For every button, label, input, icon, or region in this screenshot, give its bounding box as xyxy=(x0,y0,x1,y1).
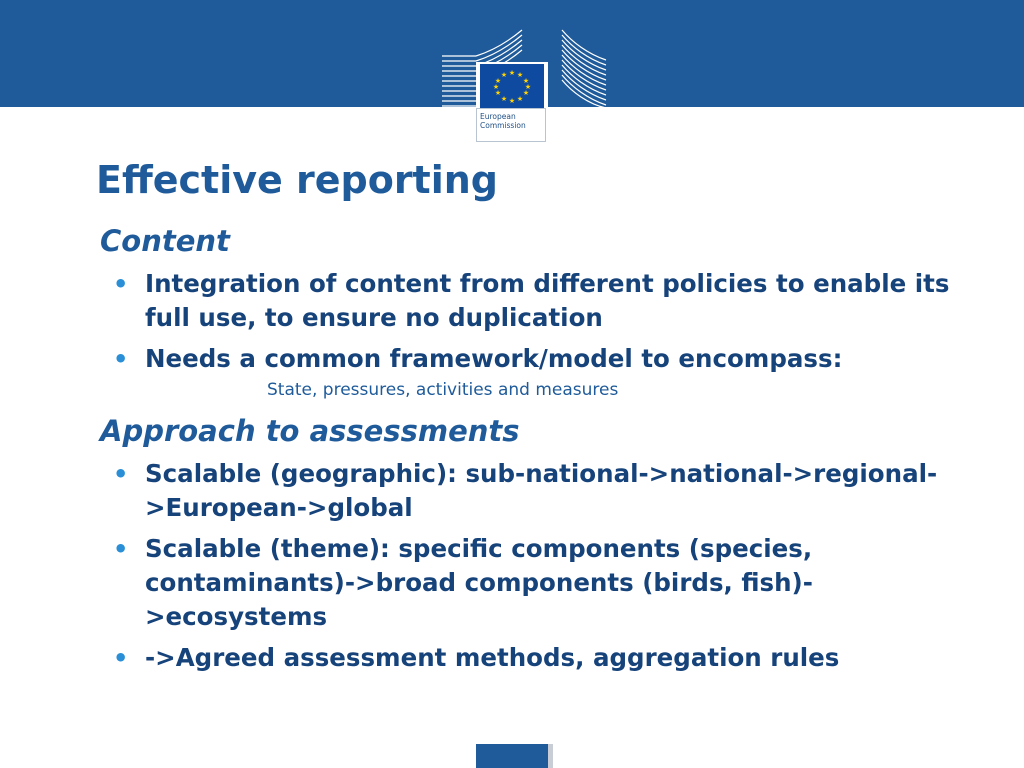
svg-text:★: ★ xyxy=(492,83,500,91)
svg-text:★: ★ xyxy=(500,71,508,79)
svg-text:★: ★ xyxy=(524,83,532,91)
bullet-item: • Scalable (theme): specific components (species, contaminants)->broad components (birds, fish)->ecosystems xyxy=(100,532,965,634)
bullet-item: • Integration of content from different policies to enable its full use, to ensure no duplication xyxy=(100,267,965,335)
logo-label-line2: Commission xyxy=(480,121,526,130)
footer-flag xyxy=(476,744,548,768)
svg-text:★: ★ xyxy=(494,77,502,85)
svg-text:★: ★ xyxy=(522,89,530,97)
bullet-item: • Scalable (geographic): sub-national->national->regional->European->global xyxy=(100,457,965,525)
logo-label-line1: European xyxy=(480,112,516,121)
svg-text:★: ★ xyxy=(516,95,524,103)
logo-wordmark xyxy=(476,108,546,142)
section-approach xyxy=(100,412,1000,675)
sub-note: State, pressures, activities and measures xyxy=(267,380,619,400)
svg-text:★: ★ xyxy=(522,77,530,85)
svg-text:★: ★ xyxy=(516,71,524,79)
section-heading: Approach to assessments xyxy=(100,414,520,448)
slide-title: Effective reporting xyxy=(96,158,499,202)
svg-text:★: ★ xyxy=(508,69,516,77)
slide-body xyxy=(100,222,1000,675)
svg-text:★: ★ xyxy=(508,97,516,105)
bullet-list xyxy=(100,267,1000,376)
svg-text:★: ★ xyxy=(500,95,508,103)
bullet-list xyxy=(100,457,1000,675)
section-content xyxy=(100,222,1000,402)
bullet-item: • ->Agreed assessment methods, aggregation rules xyxy=(100,641,965,675)
bullet-item: • Needs a common framework/model to encompass: xyxy=(100,342,965,376)
section-heading: Content xyxy=(100,224,230,258)
svg-text:★: ★ xyxy=(494,89,502,97)
